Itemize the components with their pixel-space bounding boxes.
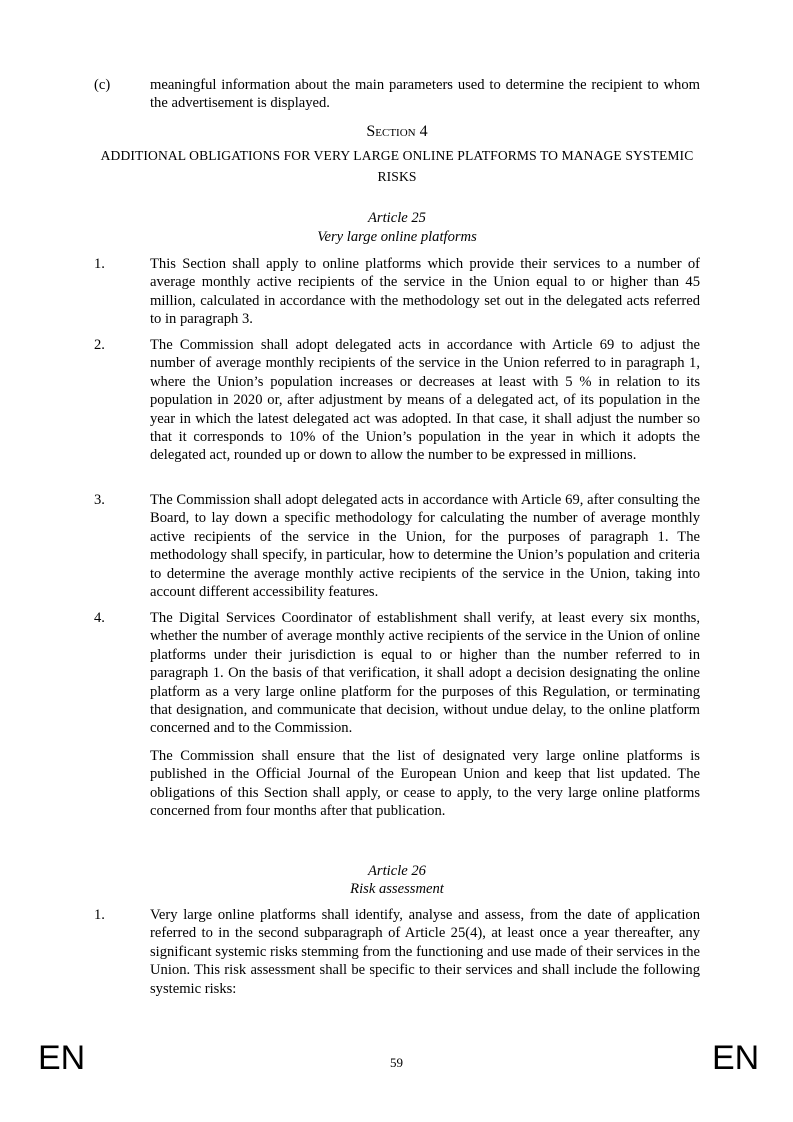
list-item-c <box>94 76 700 113</box>
article-25-paragraph-4 <box>94 609 700 820</box>
paragraph-text: This Section shall apply to online platforms which provide their services to a number of average monthly active recipients of the service in the Union equal to or higher than 45 million, calculated in accordance with the methodology set out in the delegated acts referred to in paragraph 3. <box>150 256 700 328</box>
paragraph-text: The Digital Services Coordinator of establishment shall verify, at least every six months, whether the number of average monthly active recipients of the service in the Union of online platforms under their jurisdiction is equal to or higher than the number referred to in paragraph 1. On the basis of that verification, it shall adopt a decision designating the online platform as a very large online platform for the purposes of this Regulation, or terminating that designation, and communicate that decision, without undue delay, to the online platform concerned and to the Commission. <box>150 610 700 737</box>
article-26-title: Risk assessment <box>350 881 444 897</box>
section-title: ADDITIONAL OBLIGATIONS FOR VERY LARGE ONLINE PLATFORMS TO MANAGE SYSTEMIC RISKS <box>100 148 694 184</box>
paragraph-text: The Commission shall adopt delegated acts in accordance with Article 69, after consulting the Board, to lay down a specific methodology for calculating the number of average monthly active recipients of the service in the Union, for the purposes of paragraph 1. The methodology shall specify, in particular, how to determine the Union’s population and criteria to determine the average monthly active recipients of the service in the Union, taking into account different accessibility features. <box>150 492 700 601</box>
article-25-paragraph-3 <box>94 491 700 601</box>
section-label: Section 4 <box>366 123 428 140</box>
paragraph-number: 4. <box>94 610 105 626</box>
article-25-paragraph-1 <box>94 255 700 329</box>
article-25-number: Article 25 <box>368 210 426 226</box>
language-code-left: EN <box>38 1039 86 1077</box>
paragraph-number: 2. <box>94 337 105 353</box>
language-code-right: EN <box>712 1039 760 1077</box>
item-label: (c) <box>94 77 111 93</box>
paragraph-number: 1. <box>94 256 105 272</box>
article-26-number: Article 26 <box>368 863 426 879</box>
paragraph-number: 1. <box>94 907 105 923</box>
page-number: 59 <box>390 1055 403 1070</box>
paragraph-subparagraph: The Commission shall ensure that the list of designated very large online platforms is published in the Official Journal of the European Union and keep that list updated. The obligations of this Section shall apply, or cease to apply, to the very large online platforms concerned from four months after that publication. <box>150 747 700 820</box>
article-25-paragraph-2 <box>94 336 700 465</box>
article-26-paragraph-1 <box>94 906 700 998</box>
article-25-title: Very large online platforms <box>317 229 477 245</box>
paragraph-text: Very large online platforms shall identify, analyse and assess, from the date of application referred to in the second subparagraph of Article 25(4), at least once a year thereafter, any significant systemic risks stemming from the functioning and use made of their services in the Union. This risk assessment shall be specific to their services and shall include the following systemic risks: <box>150 907 700 997</box>
paragraph-number: 3. <box>94 492 105 508</box>
item-text: meaningful information about the main parameters used to determine the recipient to whom the advertisement is displayed. <box>150 77 700 112</box>
paragraph-text: The Commission shall adopt delegated acts in accordance with Article 69 to adjust the number of average monthly recipients of the service in the Union referred to in paragraph 1, where the Union’s population increases or decreases at least with 5 % in relation to its population in 2020 or, after adjustment by means of a delegated act, of its population in the year in which the latest delegated act was adopted. In that case, it shall adjust the number so that it corresponds to 10% of the Union’s population in the year in which it adopts the delegated act, rounded up or down to allow the number to be expressed in millions. <box>150 337 700 464</box>
